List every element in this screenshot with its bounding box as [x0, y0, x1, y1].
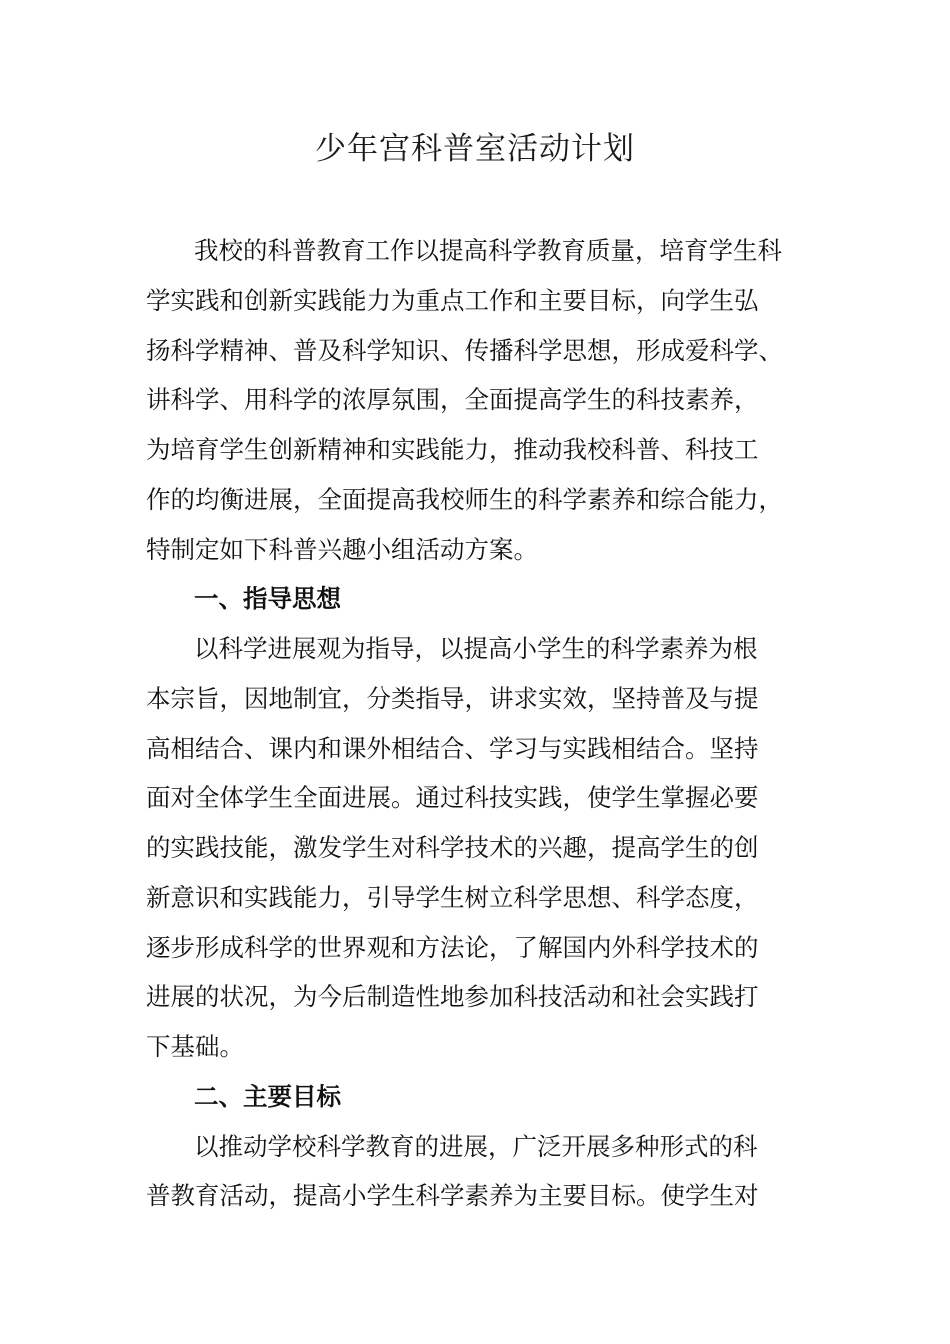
paragraph-line: 为培育学生创新精神和实践能力，推动我校科普、科技工	[146, 435, 759, 464]
paragraph-line: 讲科学、用科学的浓厚氛围，全面提高学生的科技素养，	[146, 385, 759, 415]
paragraph-line: 以推动学校科学教育的进展，广泛开展多种形式的科	[194, 1131, 758, 1161]
paragraph-line: 普教育活动，提高小学生科学素养为主要目标。使学生对	[146, 1181, 759, 1211]
paragraph-line: 的实践技能，激发学生对科学技术的兴趣，提高学生的创	[146, 833, 759, 862]
paragraph-line: 逐步形成科学的世界观和方法论，了解国内外科学技术的	[146, 932, 759, 962]
paragraph-line: 扬科学精神、普及科学知识、传播科学思想，形成爱科学、	[146, 335, 783, 365]
paragraph-line: 学实践和创新实践能力为重点工作和主要目标，向学生弘	[146, 285, 759, 315]
paragraph-line: 进展的状况，为今后制造性地参加科技活动和社会实践打	[146, 982, 759, 1012]
paragraph-line: 以科学进展观为指导，以提高小学生的科学素养为根	[194, 634, 758, 663]
paragraph-line: 本宗旨，因地制宜，分类指导，讲求实效，坚持普及与提	[146, 683, 759, 713]
paragraph-line: 面对全体学生全面进展。通过科技实践，使学生掌握必要	[146, 783, 759, 813]
paragraph-line: 我校的科普教育工作以提高科学教育质量，培育学生科	[194, 236, 782, 265]
section-heading: 二、主要目标	[194, 1081, 341, 1111]
paragraph-line: 高相结合、课内和课外相结合、学习与实践相结合。坚持	[146, 733, 759, 763]
section-heading: 一、指导思想	[194, 584, 341, 614]
document-title: 少年宫科普室活动计划	[315, 131, 635, 167]
paragraph-line: 下基础。	[146, 1032, 244, 1061]
paragraph-line: 特制定如下科普兴趣小组活动方案。	[146, 534, 538, 564]
paragraph-line: 新意识和实践能力，引导学生树立科学思想、科学态度，	[146, 882, 759, 912]
paragraph-line: 作的均衡进展，全面提高我校师生的科学素养和综合能力，	[146, 484, 783, 514]
